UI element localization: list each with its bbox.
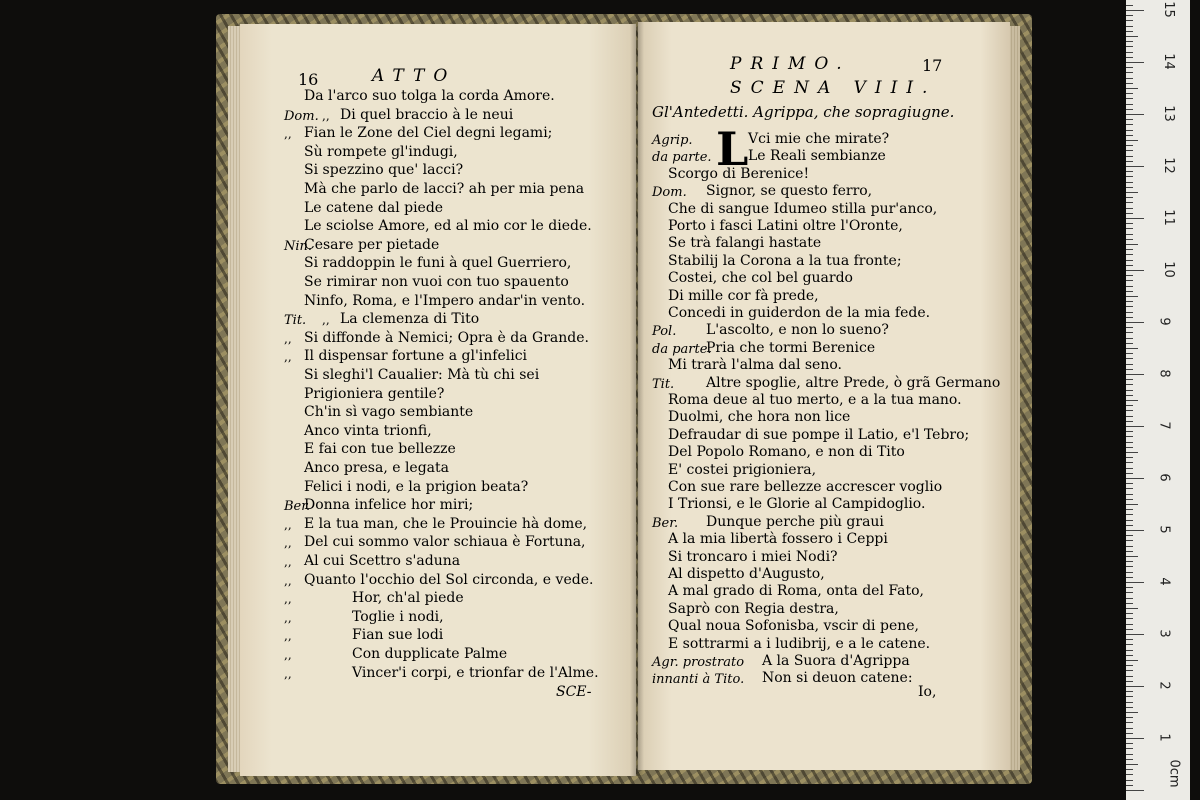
ruler-tick — [1126, 613, 1133, 614]
ruler-tick — [1126, 525, 1133, 526]
verse-line: Le sciolse Amore, ed al mio cor le diede. — [304, 218, 592, 235]
ruler-tick — [1126, 686, 1144, 687]
right-catchword: Io, — [918, 684, 937, 700]
ruler-tick — [1126, 546, 1133, 547]
ruler-tick — [1126, 780, 1133, 781]
ruler-tick — [1126, 31, 1133, 32]
ruler-tick — [1126, 442, 1133, 443]
ruler-tick — [1126, 670, 1133, 671]
verse-line: Dunque perche più graui — [706, 513, 884, 530]
ruler-number: 1 — [1156, 733, 1172, 742]
ruler-number: 2 — [1156, 681, 1172, 690]
verse-line: Roma deue al tuo merto, e a la tua mano. — [668, 392, 962, 408]
ruler-tick — [1126, 395, 1133, 396]
ruler-tick — [1126, 639, 1133, 640]
ruler-tick — [1126, 712, 1138, 713]
verse-line: Stabilij la Corona a la tua fronte; — [668, 252, 902, 269]
ruler-tick — [1126, 416, 1133, 417]
ruler-number: 6 — [1156, 473, 1172, 482]
ruler-tick — [1126, 98, 1133, 99]
ruler-tick — [1126, 483, 1133, 484]
ruler-tick — [1126, 514, 1133, 515]
verse-line: Pria che tormi Berenice — [706, 339, 876, 356]
ruler-tick — [1126, 88, 1138, 89]
ruler-tick — [1126, 473, 1133, 474]
verse-line: Se rimirar non vuoi con tuo spauento — [304, 274, 569, 290]
ruler-tick — [1126, 270, 1144, 271]
ruler-tick — [1126, 691, 1133, 692]
left-catchword: SCE- — [556, 684, 592, 700]
ruler-tick — [1126, 130, 1133, 131]
scene-title: SCENA VIII. — [730, 78, 937, 98]
verse-line: Altre spoglie, altre Prede, ò grã Germano — [706, 374, 1001, 391]
verse-line: Mi trarà l'alma dal seno. — [668, 357, 842, 374]
ruler-number: 7 — [1156, 421, 1172, 430]
ruler-tick — [1126, 78, 1133, 79]
ruler-tick — [1126, 634, 1144, 635]
verse-line: Scorgo di Berenice! — [668, 165, 810, 182]
verse-line: Vci mie che mirate? — [748, 131, 890, 147]
ruler-number: 8 — [1156, 369, 1172, 378]
quote-mark: ,, — [284, 517, 292, 532]
speaker-label: Agrip. — [652, 133, 693, 148]
verse-line: Se trà falangi hastate — [668, 235, 822, 252]
quote-mark: ,, — [284, 592, 292, 607]
ruler-tick — [1126, 665, 1133, 666]
verse-line: Fian sue lodi — [352, 627, 444, 644]
verse-line: Si sleghi'l Caualier: Mà tù chi sei — [304, 367, 540, 383]
ruler-tick — [1126, 379, 1133, 380]
ruler-tick — [1126, 57, 1133, 58]
verse-line: E la tua man, che le Prouincie hà dome, — [304, 515, 588, 532]
verse-line: Donna infelice hor miri; — [304, 497, 474, 514]
ruler-tick — [1126, 759, 1133, 760]
verse-line: Hor, ch'al piede — [352, 590, 464, 607]
ruler-tick — [1126, 535, 1133, 536]
ruler-tick — [1126, 317, 1133, 318]
ruler-tick — [1126, 561, 1133, 562]
ruler-tick — [1126, 499, 1133, 500]
book-gutter — [630, 20, 644, 776]
ruler-number: 9 — [1156, 317, 1172, 326]
ruler-tick — [1126, 41, 1133, 42]
ruler-tick — [1126, 748, 1133, 749]
ruler-tick — [1126, 733, 1133, 734]
ruler-tick — [1126, 462, 1133, 463]
drop-cap: L — [716, 122, 749, 176]
ruler-tick — [1126, 572, 1133, 573]
ruler-tick — [1126, 400, 1138, 401]
verse-line: Al cui Scettro s'aduna — [304, 553, 461, 569]
ruler-tick — [1126, 587, 1133, 588]
ruler-tick — [1126, 213, 1133, 214]
verse-line: E fai con tue bellezze — [304, 441, 456, 458]
speaker-label: da parte. — [652, 341, 712, 357]
verse-line: E sottrarmi a i ludibrij, e a le catene. — [668, 635, 931, 652]
ruler-tick — [1126, 208, 1133, 209]
verse-line: Che di sangue Idumeo stilla pur'anco, — [668, 200, 938, 217]
right-running-head: PRIMO. — [730, 54, 851, 74]
ruler-tick — [1126, 582, 1144, 583]
ruler-tick — [1126, 119, 1133, 120]
ruler-tick — [1126, 176, 1133, 177]
ruler-tick — [1126, 301, 1133, 302]
ruler-tick — [1126, 551, 1133, 552]
ruler-tick — [1126, 109, 1133, 110]
ruler-tick — [1126, 608, 1138, 609]
verse-line: Si raddoppin le funi à quel Guerriero, — [304, 255, 572, 272]
ruler-tick — [1126, 296, 1138, 297]
verse-line: A la Suora d'Agrippa — [762, 653, 910, 669]
ruler-tick — [1126, 754, 1133, 755]
verse-line: Fian le Zone del Ciel degni legami; — [304, 125, 553, 142]
speaker-label: Dom. — [284, 108, 319, 124]
ruler-tick — [1126, 104, 1133, 105]
verse-line: Al dispetto d'Augusto, — [668, 566, 825, 582]
ruler-number: 15 — [1160, 1, 1176, 18]
ruler-tick — [1126, 410, 1133, 411]
verse-line: Di mille cor fà prede, — [668, 287, 819, 304]
verse-line: E' costei prigioniera, — [668, 461, 817, 478]
verse-line: Signor, se questo ferro, — [706, 183, 873, 200]
ruler-number: 11 — [1160, 209, 1176, 226]
ruler-tick — [1126, 286, 1133, 287]
ruler-tick — [1126, 244, 1138, 245]
verse-line: Del cui sommo valor schiaua è Fortuna, — [304, 534, 586, 551]
ruler-tick — [1126, 488, 1133, 489]
speaker-label: Pol. — [652, 324, 677, 340]
verse-line: Il dispensar fortune a gl'infelici — [304, 348, 528, 365]
ruler-tick — [1126, 769, 1133, 770]
ruler-tick — [1126, 504, 1138, 505]
ruler-tick — [1126, 348, 1138, 349]
ruler-tick — [1126, 436, 1133, 437]
ruler-tick — [1126, 509, 1133, 510]
ruler-tick — [1126, 696, 1133, 697]
ruler-tick — [1126, 566, 1133, 567]
ruler-tick — [1126, 275, 1133, 276]
ruler-tick — [1126, 249, 1133, 250]
ruler-tick — [1126, 426, 1144, 427]
ruler-number: 14 — [1160, 53, 1176, 70]
ruler-tick — [1126, 655, 1133, 656]
ruler-number: 5 — [1156, 525, 1172, 534]
ruler-tick — [1126, 145, 1133, 146]
ruler-tick — [1126, 629, 1133, 630]
ruler-tick — [1126, 291, 1133, 292]
ruler-tick — [1126, 358, 1133, 359]
verse-line: Cesare per pietade — [304, 236, 440, 253]
verse-line: Qual noua Sofonisba, vscir di pene, — [668, 618, 919, 635]
quote-mark: ,, — [284, 127, 292, 142]
ruler-tick — [1126, 140, 1138, 141]
verse-line: Saprò con Regia destra, — [668, 600, 839, 617]
ruler-tick — [1126, 650, 1133, 651]
verse-line: Sù rompete gl'indugi, — [304, 143, 458, 160]
ruler-tick — [1126, 83, 1133, 84]
ruler-tick — [1126, 764, 1138, 765]
verse-line: Da l'arco suo tolga la corda Amore. — [304, 88, 555, 104]
ruler-tick — [1126, 161, 1133, 162]
verse-line: Quanto l'occhio del Sol circonda, e vede. — [304, 571, 594, 588]
ruler-tick — [1126, 332, 1133, 333]
scene-subtitle: Gl'Antedetti. Agrippa, che sopragiugne. — [652, 103, 955, 121]
verse-line: Prigioniera gentile? — [304, 385, 445, 402]
verse-line: A la mia libertà fossero i Ceppi — [668, 531, 888, 548]
ruler-number: 13 — [1160, 105, 1176, 122]
ruler-tick — [1126, 592, 1133, 593]
ruler-tick — [1126, 280, 1133, 281]
ruler-tick — [1126, 743, 1133, 744]
ruler-tick — [1126, 468, 1133, 469]
ruler-number: 3 — [1156, 629, 1172, 638]
ruler-tick — [1126, 26, 1133, 27]
ruler-tick — [1126, 478, 1144, 479]
ruler-tick — [1126, 540, 1133, 541]
ruler-tick — [1126, 202, 1133, 203]
verse-line: Con sue rare bellezze accrescer voglio — [668, 479, 943, 495]
verse-line: Anco presa, e legata — [304, 460, 449, 476]
ruler-tick — [1126, 312, 1133, 313]
ruler-tick — [1126, 774, 1133, 775]
ruler-tick — [1126, 234, 1133, 235]
verse-line: I Trionsi, e le Glorie al Campidoglio. — [668, 496, 926, 513]
ruler-tick — [1126, 717, 1133, 718]
verse-line: Si diffonde à Nemici; Opra è da Grande. — [304, 329, 589, 346]
quote-mark: ,, — [322, 108, 330, 123]
ruler-tick — [1126, 369, 1133, 370]
verse-line: Anco vinta trionfi, — [304, 422, 432, 439]
ruler-tick — [1126, 494, 1133, 495]
ruler-tick — [1126, 306, 1133, 307]
speaker-label: Agr. prostrato — [652, 655, 745, 670]
ruler-tick — [1126, 228, 1133, 229]
verse-line: L'ascolto, e non lo sueno? — [706, 322, 889, 339]
ruler-tick — [1126, 660, 1138, 661]
ruler-tick — [1126, 364, 1133, 365]
speaker-label: Tit. — [284, 313, 307, 329]
ruler-tick — [1126, 603, 1133, 604]
ruler-tick — [1126, 738, 1144, 739]
ruler-number: 12 — [1160, 157, 1176, 174]
ruler-tick — [1126, 790, 1144, 791]
verse-line: Porto i fasci Latini oltre l'Oronte, — [668, 218, 903, 234]
verse-line: Toglie i nodi, — [352, 608, 444, 625]
ruler-tick — [1126, 327, 1133, 328]
ruler-tick — [1126, 676, 1133, 677]
ruler-tick — [1126, 338, 1133, 339]
right-page-number: 17 — [922, 56, 943, 75]
quote-mark: ,, — [284, 648, 292, 662]
quote-mark: ,, — [284, 350, 292, 365]
ruler-tick — [1126, 374, 1144, 375]
speaker-label: Ber. — [284, 499, 311, 515]
verse-line: Con dupplicate Palme — [352, 646, 508, 662]
ruler-tick — [1126, 431, 1133, 432]
ruler-tick — [1126, 520, 1133, 521]
ruler-tick — [1126, 785, 1133, 786]
quote-mark: ,, — [284, 331, 292, 346]
quote-mark: ,, — [284, 610, 292, 625]
ruler-tick — [1126, 218, 1144, 219]
ruler-unit-label: 0cm — [1166, 759, 1182, 788]
left-running-head: ATTO — [372, 66, 457, 86]
left-page-number: 16 — [298, 70, 319, 89]
ruler-tick — [1126, 171, 1133, 172]
speaker-label: Tit. — [652, 376, 675, 392]
ruler-number: 4 — [1156, 577, 1172, 586]
ruler-tick — [1126, 187, 1133, 188]
ruler-tick — [1126, 556, 1138, 557]
speaker-label: Dom. — [652, 185, 687, 201]
verse-line: Le catene dal piede — [304, 199, 444, 216]
verse-line: Ninfo, Roma, e l'Impero andar'in vento. — [304, 292, 586, 309]
quote-mark: ,, — [284, 629, 292, 644]
speaker-label: Nin. — [284, 238, 313, 254]
ruler-tick — [1126, 114, 1144, 115]
ruler-tick — [1126, 702, 1133, 703]
ruler-tick — [1126, 421, 1133, 422]
speaker-label: da parte. — [652, 150, 712, 166]
ruler-tick — [1126, 93, 1133, 94]
ruler-tick — [1126, 166, 1144, 167]
ruler-tick — [1126, 707, 1133, 708]
quote-mark: ,, — [322, 313, 330, 328]
ruler-tick — [1126, 577, 1133, 578]
ruler-tick — [1126, 182, 1133, 183]
ruler-tick — [1126, 239, 1133, 240]
verse-line: Le Reali sembianze — [748, 148, 886, 165]
ruler-tick — [1126, 72, 1133, 73]
ruler-tick — [1126, 624, 1133, 625]
verse-line: Non si deuon catene: — [762, 670, 913, 687]
ruler-tick — [1126, 722, 1133, 723]
verse-line: Si spezzino que' lacci? — [304, 162, 464, 179]
verse-line: La clemenza di Tito — [340, 311, 480, 328]
verse-line: Costei, che col bel guardo — [668, 270, 853, 287]
verse-line: Si troncaro i miei Nodi? — [668, 548, 838, 565]
ruler-tick — [1126, 124, 1133, 125]
ruler-tick — [1126, 265, 1133, 266]
ruler-tick — [1126, 36, 1138, 37]
ruler-tick — [1126, 5, 1133, 6]
speaker-label: innanti à Tito. — [652, 672, 745, 688]
ruler-tick — [1126, 197, 1133, 198]
ruler-tick — [1126, 405, 1133, 406]
verse-line: Concedi in guiderdon de la mia fede. — [668, 305, 931, 321]
verse-line: Del Popolo Romano, e non di Tito — [668, 444, 905, 461]
ruler-tick — [1126, 343, 1133, 344]
quote-mark: ,, — [284, 666, 292, 681]
verse-line: Di quel braccio à le neui — [340, 106, 514, 123]
ruler-tick — [1126, 353, 1133, 354]
ruler-number: 10 — [1160, 261, 1176, 278]
ruler-tick — [1126, 322, 1144, 323]
ruler-tick — [1126, 150, 1133, 151]
quote-mark: ,, — [284, 555, 292, 569]
verse-line: Defraudar di sue pompe il Latio, e'l Tebro; — [668, 426, 970, 443]
ruler-tick — [1126, 644, 1133, 645]
verse-line: A mal grado di Roma, onta del Fato, — [668, 583, 924, 600]
verse-line: Ch'in sì vago sembiante — [304, 404, 474, 421]
ruler-tick — [1126, 156, 1133, 157]
ruler-tick — [1126, 728, 1133, 729]
ruler-tick — [1126, 52, 1133, 53]
ruler-tick — [1126, 384, 1133, 385]
ruler-tick — [1126, 192, 1138, 193]
verse-line: Felici i nodi, e la prigion beata? — [304, 478, 529, 495]
ruler-tick — [1126, 530, 1144, 531]
ruler-tick — [1126, 598, 1133, 599]
ruler-tick — [1126, 260, 1133, 261]
ruler-tick — [1126, 67, 1133, 68]
ruler-tick — [1126, 62, 1144, 63]
ruler-tick — [1126, 223, 1133, 224]
quote-mark: ,, — [284, 536, 292, 551]
ruler-tick — [1126, 452, 1138, 453]
quote-mark: ,, — [284, 573, 292, 588]
ruler-tick — [1126, 447, 1133, 448]
ruler-tick — [1126, 457, 1133, 458]
ruler-tick — [1126, 20, 1133, 21]
ruler-tick — [1126, 15, 1133, 16]
ruler-tick — [1126, 135, 1133, 136]
verse-line: Mà che parlo de lacci? ah per mia pena — [304, 181, 585, 197]
ruler-tick — [1126, 46, 1133, 47]
measurement-ruler — [1126, 0, 1190, 800]
ruler-tick — [1126, 390, 1133, 391]
ruler-tick — [1126, 10, 1144, 11]
ruler-tick — [1126, 618, 1133, 619]
speaker-label: Ber. — [652, 515, 679, 531]
ruler-tick — [1126, 254, 1133, 255]
verse-line: Vincer'i corpi, e trionfar de l'Alme. — [352, 664, 599, 681]
verse-line: Duolmi, che hora non lice — [668, 409, 851, 426]
ruler-tick — [1126, 681, 1133, 682]
